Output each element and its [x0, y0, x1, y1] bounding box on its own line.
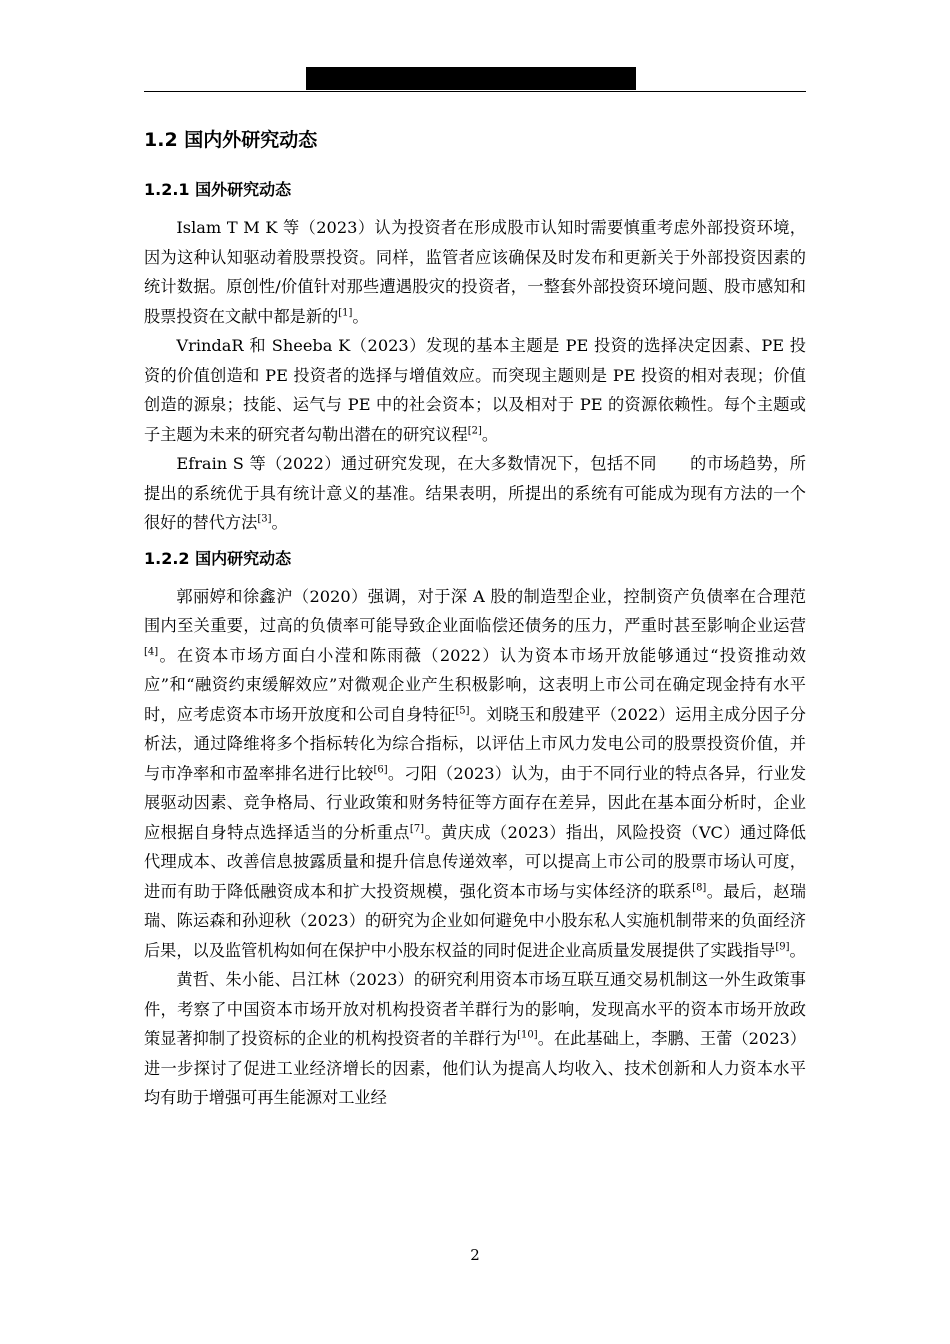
- paragraph: 郭丽婷和徐鑫沪（2020）强调，对于深 A 股的制造型企业，控制资产负债率在合理范围内至关重要，过高的负债率可能导致企业面临偿还债务的压力，严重时甚至影响企业运营[4]。在资本市场方面白小滢和陈雨薇（2022）认为资本市场开放能够通过“投资推动效应”和“融资约束缓解效应”对微观企业产生积极影响，这表明上市公司在确定现金持有水平时，应考虑资本市场开放度和公司自身特征[5]。刘晓玉和殷建平（2022）运用主成分因子分析法，通过降维将多个指标转化为综合指标，以评估上市风力发电公司的股票投资价值，并与市净率和市盈率排名进行比较[6]。刁阳（2023）认为，由于不同行业的特点各异，行业发展驱动因素、竞争格局、行业政策和财务特征等方面存在差异，因此在基本面分析时，企业应根据自身特点选择适当的分析重点[7]。黄庆成（2023）指出，风险投资（VC）通过降低代理成本、改善信息披露质量和提升信息传递效率，可以提高上市公司的股票市场认可度，进而有助于降低融资成本和扩大投资规模，强化资本市场与实体经济的联系[8]。最后，赵瑞瑞、陈运森和孙迎秋（2023）的研究为企业如何避免中小股东私人实施机制带来的负面经济后果，以及监管机构如何在保护中小股东权益的同时促进企业高质量发展提供了实践指导[9]。: [144, 586, 807, 960]
- citation: [7]: [409, 823, 425, 835]
- page-content: [144, 122, 806, 1113]
- header-redaction-bar: [306, 67, 636, 90]
- paragraph: 黄哲、朱小能、吕江林（2023）的研究利用资本市场互联互通交易机制这一外生政策事件，考察了中国资本市场开放对机构投资者羊群行为的影响，发现高水平的资本市场开放政策显著抑制了投资标的企业的机构投资者的羊群行为[10]。在此基础上，李鹏、王蕾（2023）进一步探讨了促进工业经济增长的因素，他们认为提高人均收入、技术创新和人力资本水平均有助于增强可再生能源对工业经: [144, 970, 807, 1107]
- section-title: 1.2 国内外研究动态: [144, 129, 318, 151]
- paragraph: Efrain S 等（2022）通过研究发现，在大多数情况下，包括不同 的市场趋势，所提出的系统优于具有统计意义的基准。结果表明，所提出的系统有可能成为现有方法的一个很好的替代方法[3]。: [144, 454, 806, 532]
- citation: [6]: [373, 764, 388, 776]
- citation: [9]: [775, 941, 790, 953]
- citation: [5]: [455, 705, 470, 717]
- header-rule: [144, 91, 806, 92]
- citation: [2]: [467, 425, 482, 437]
- paragraph: VrindaR 和 Sheeba K（2023）发现的基本主题是 PE 投资的选择决定因素、PE 投资的价值创造和 PE 投资者的选择与增值效应。而突现主题则是 PE 投资的相对表现；价值创造的源泉；技能、运气与 PE 中的社会资本；以及相对于 PE 的资源依赖性。每个主题或子主题为未来的研究者勾勒出潜在的研究议程[2]。: [144, 336, 806, 444]
- citation: [1]: [338, 307, 353, 319]
- citation: [8]: [692, 882, 707, 894]
- citation: [10]: [517, 1029, 538, 1041]
- citation: [4]: [144, 646, 159, 658]
- subsection-title-foreign: 1.2.1 国外研究动态: [144, 180, 292, 199]
- citation: [3]: [257, 513, 272, 525]
- page-number: 2: [470, 1246, 480, 1264]
- subsection-title-domestic: 1.2.2 国内研究动态: [144, 548, 292, 568]
- paragraph: Islam T M K 等（2023）认为投资者在形成股市认知时需要慎重考虑外部投资环境，因为这种认知驱动着股票投资。同样，监管者应该确保及时发布和更新关于外部投资因素的统计数据。原创性/价值针对那些遭遇股灾的投资者，一整套外部投资环境问题、股市感知和股票投资在文献中都是新的[1]。: [144, 218, 806, 326]
